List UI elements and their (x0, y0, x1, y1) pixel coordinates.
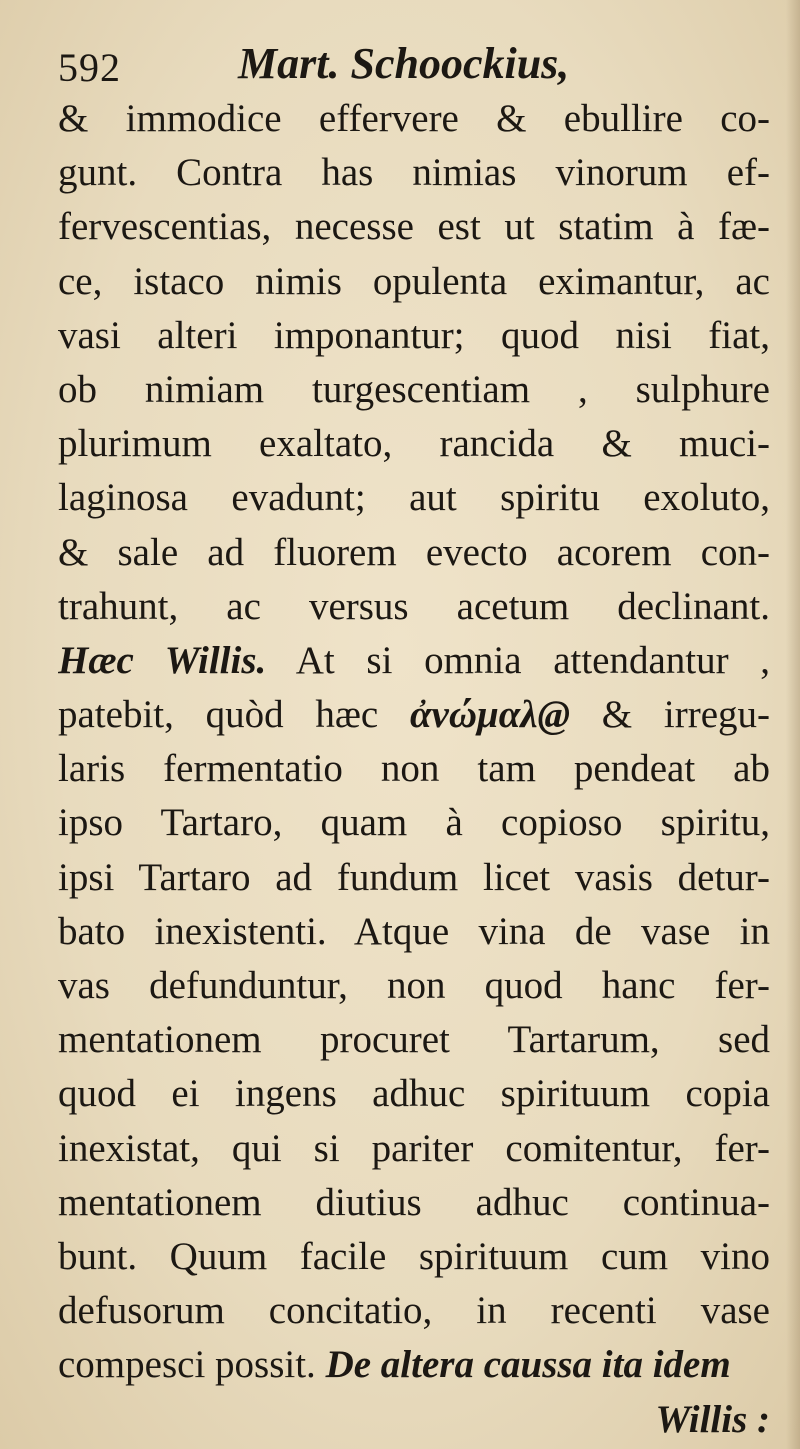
text-line (58, 363, 770, 417)
text-run: & irregu- (570, 693, 770, 737)
text-line (58, 1067, 770, 1121)
text-line (58, 905, 770, 959)
text-line (58, 742, 770, 796)
catchword-line (58, 1393, 770, 1447)
text-run: ipso Tartaro, quam à copioso spiritu, (58, 801, 770, 845)
text-line (58, 1013, 770, 1067)
text-run: ob nimiam turgescentiam , sulphure (58, 367, 770, 411)
text-run: trahunt, ac versus acetum declinant. (58, 584, 770, 628)
text-line (58, 634, 770, 688)
text-line (58, 1284, 770, 1338)
text-run: laginosa evadunt; aut spiritu exoluto, (58, 476, 770, 520)
text-run: defusorum concitatio, in recenti vase (58, 1289, 770, 1333)
text-line (58, 200, 770, 254)
text-line (58, 796, 770, 850)
page-number: 592 (58, 45, 121, 90)
text-line (58, 1230, 770, 1284)
text-line (58, 688, 770, 742)
text-run: mentationem procuret Tartarum, sed (58, 1018, 770, 1062)
running-head: Mart. Schoockius, (238, 39, 570, 88)
text-line (58, 92, 770, 146)
text-run: bato inexistenti. Atque vina de vase in (58, 909, 770, 953)
text-line (58, 255, 770, 309)
text-line (58, 959, 770, 1013)
text-line (58, 1176, 770, 1230)
text-line (58, 526, 770, 580)
text-run: inexistat, qui si pariter comitentur, fer- (58, 1126, 770, 1170)
italic-run: Hæc Willis. (58, 638, 267, 682)
text-run: & sale ad fluorem evecto acorem con- (58, 530, 770, 574)
text-line (58, 851, 770, 905)
text-line (58, 309, 770, 363)
italic-run: De altera caussa ita idem (325, 1343, 731, 1387)
text-line (58, 471, 770, 525)
page-header (58, 38, 758, 98)
text-run: bunt. Quum facile spirituum cum vino (58, 1234, 770, 1278)
text-run: compesci possit. (58, 1343, 326, 1387)
text-run: quod ei ingens adhuc spirituum copia (58, 1072, 770, 1116)
text-line (58, 1122, 770, 1176)
text-run: fervescentias, necesse est ut statim à fæ- (58, 205, 770, 249)
body-text (58, 92, 770, 1447)
text-run: ce, istaco nimis opulenta eximantur, ac (58, 259, 770, 303)
text-run: At si omnia attendantur , (266, 638, 770, 682)
text-run: ipsi Tartaro ad fundum licet vasis detur- (58, 855, 770, 899)
text-run: & immodice effervere & ebullire co- (58, 97, 770, 140)
text-line (58, 146, 770, 200)
text-run: plurimum exaltato, rancida & muci- (58, 422, 770, 466)
text-line (58, 580, 770, 634)
text-run: laris fermentatio non tam pendeat ab (58, 747, 770, 791)
page-edge-shadow (786, 0, 800, 1449)
italic-run: Willis : (655, 1397, 770, 1441)
italic-run: ἀνώμαλ@ (409, 693, 571, 737)
text-line (58, 1338, 770, 1392)
text-run: mentationem diutius adhuc continua- (58, 1180, 770, 1224)
text-line (58, 417, 770, 471)
text-run: gunt. Contra has nimias vinorum ef- (58, 151, 770, 195)
text-run: patebit, quòd hæc (58, 693, 410, 737)
text-run: vas defunduntur, non quod hanc fer- (58, 964, 770, 1007)
text-run: vasi alteri imponantur; quod nisi fiat, (58, 313, 770, 357)
